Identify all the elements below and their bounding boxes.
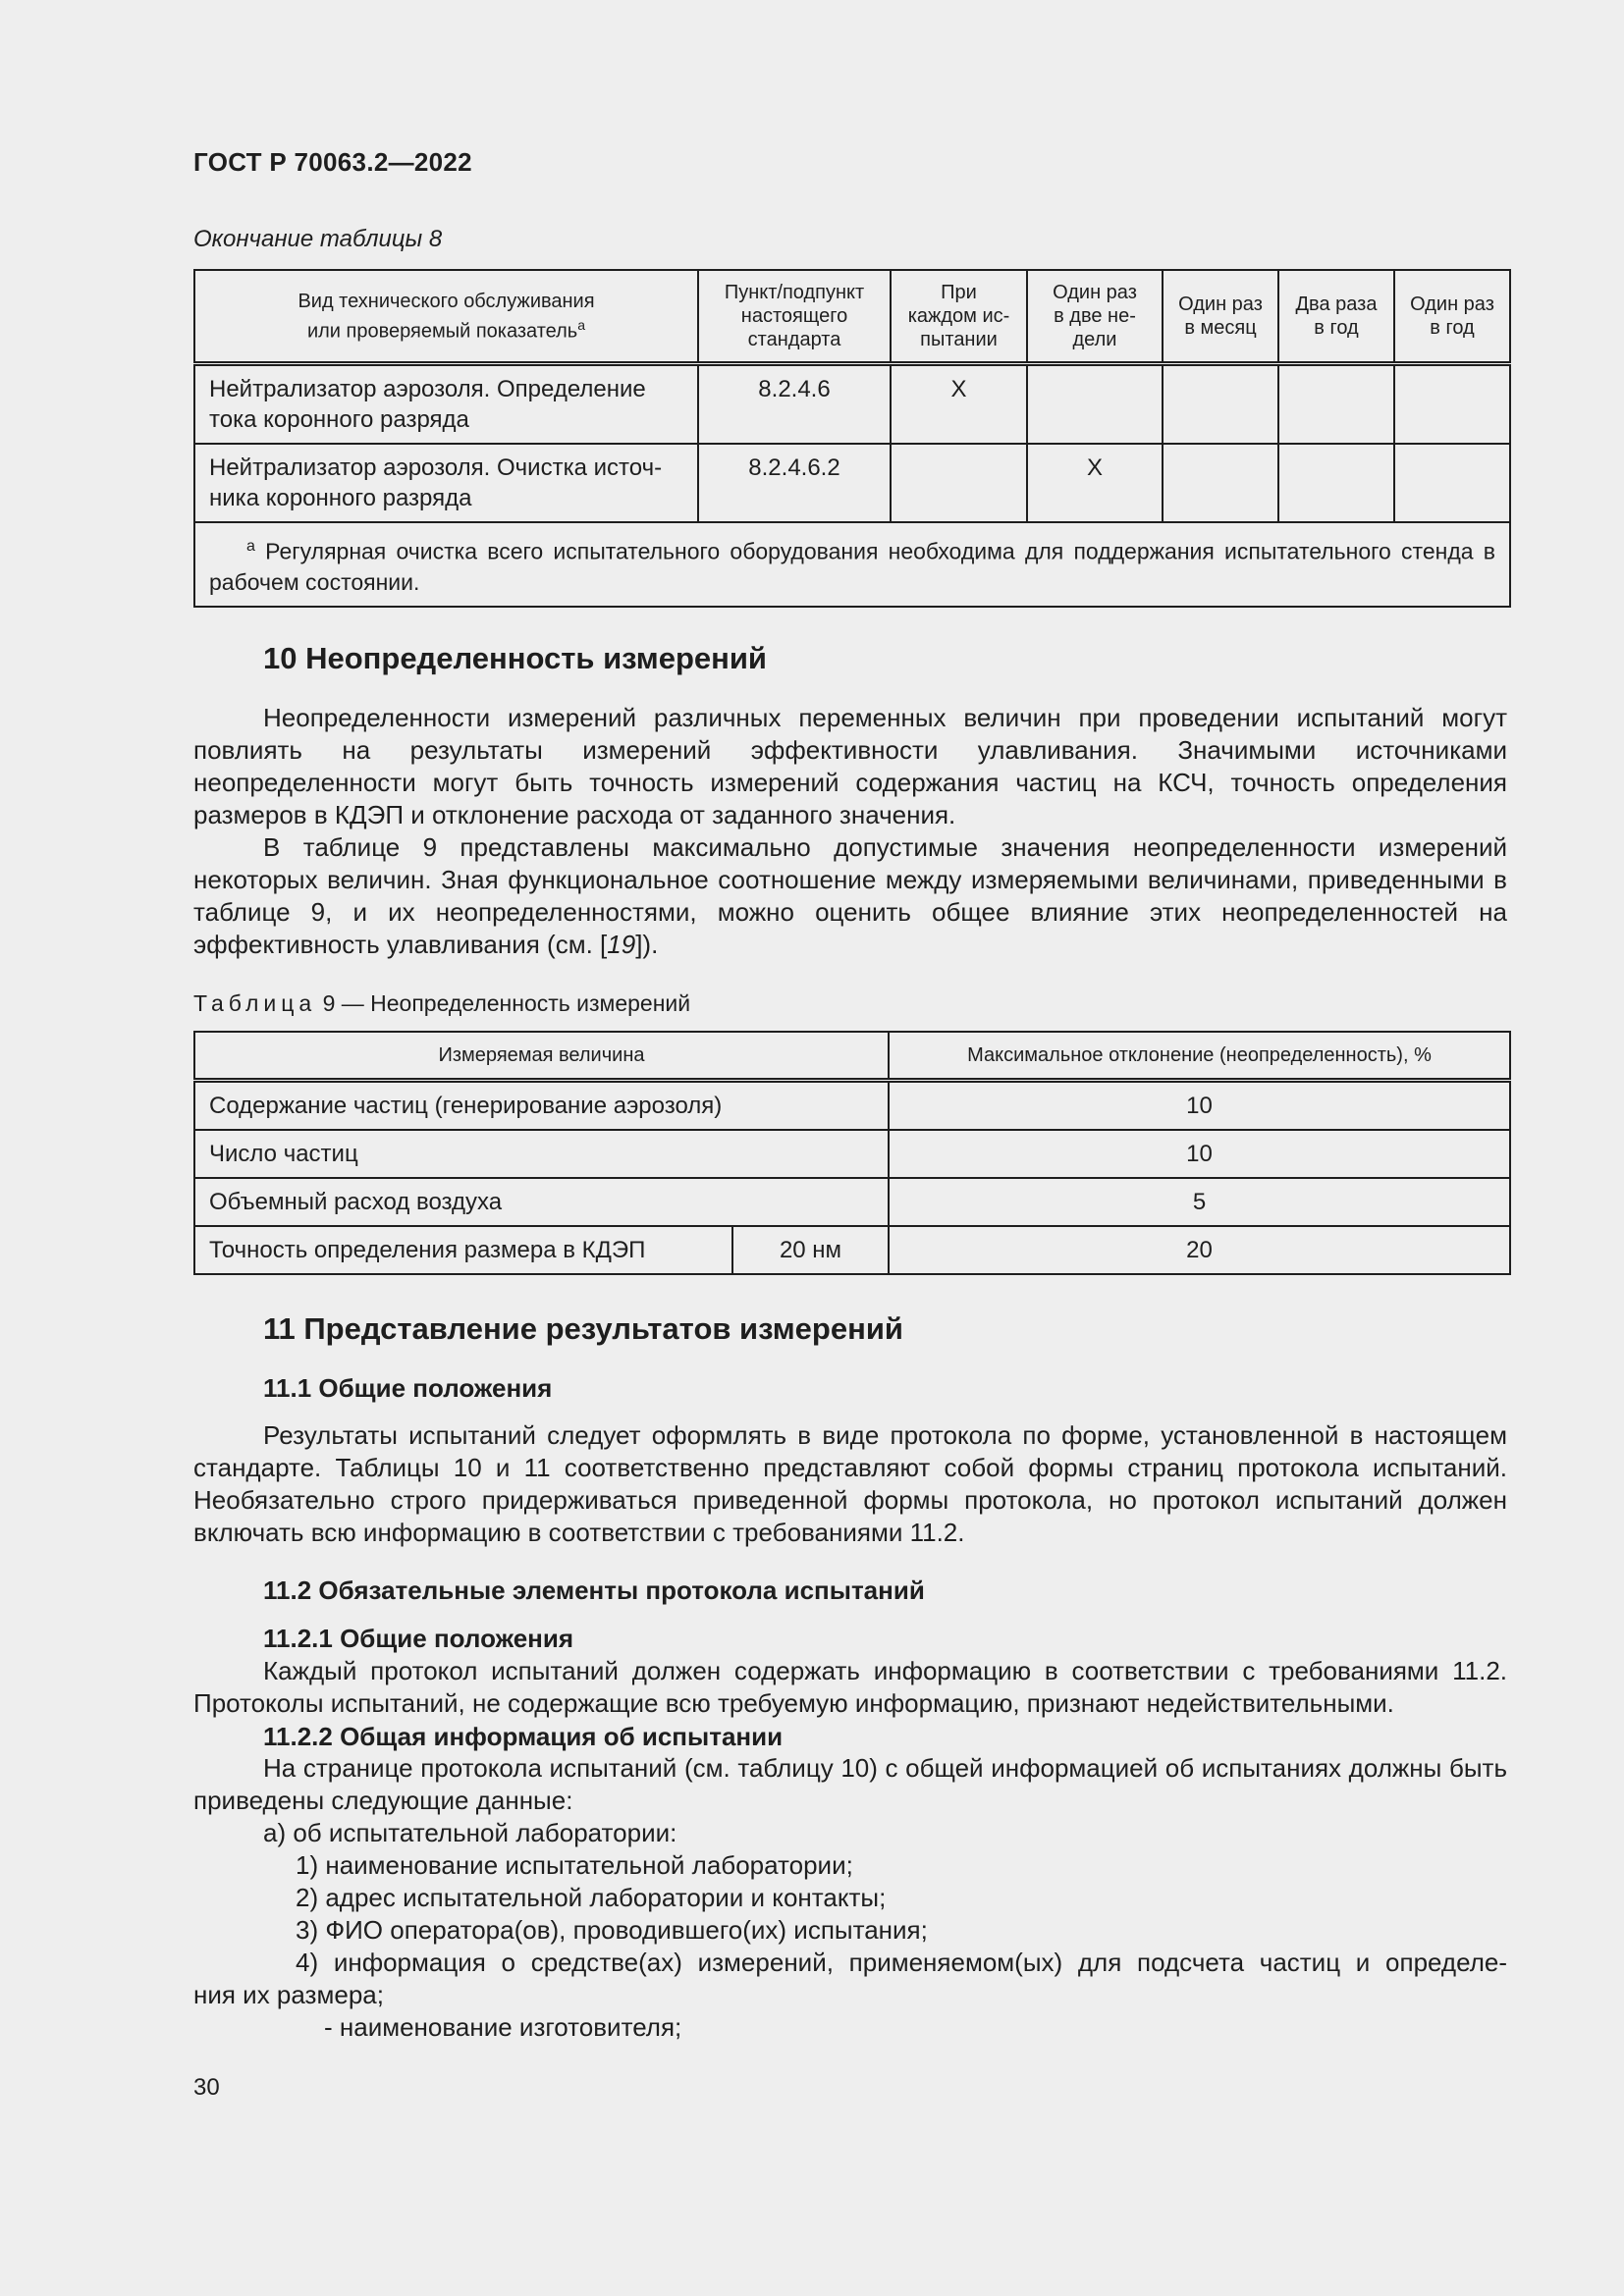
table8-header-cell: При каждом ис- пытании xyxy=(891,270,1027,364)
requirements-list xyxy=(193,1817,1507,2044)
list-subitem: - наименование изготовителя; xyxy=(324,2012,682,2042)
table8-cell-each-test: Х xyxy=(891,364,1027,445)
table8-footnote: $^a$ Регулярная очистка всего испытательного оборудования необходима для поддержания испытательного стенда в рабочем состоянии. xyxy=(194,522,1510,607)
section10-paragraph-2: В таблице 9 представлены максимально допустимые значения неопределенности измерений некоторых величин. Зная функциональное соотношение между измеряемыми величинами, приведенными в таблице 9, и их неопределенностями, можно оценить общее влияние этих неопределенностей на эффективность улавливания (см. [19]). xyxy=(193,832,1507,959)
table9-cell-value: 10 xyxy=(889,1081,1510,1131)
table9-cell-value: 5 xyxy=(889,1178,1510,1226)
table8-header-cell: Два раза в год xyxy=(1278,270,1394,364)
table8-footnote-row xyxy=(194,522,1510,607)
list-item: а) об испытательной лаборатории: xyxy=(263,1818,677,1847)
table8-cell-twice-yearly xyxy=(1278,444,1394,522)
table8-header-cell: Пункт/подпункт настоящего стандарта xyxy=(698,270,891,364)
section11-2-2-title: 11.2.2 Общая информация об испытании xyxy=(263,1722,784,1751)
table9-cell-quantity: Точность определения размера в КДЭП xyxy=(194,1226,732,1274)
table-row xyxy=(194,1081,1510,1131)
table8-header-cell: Вид технического обслуживания или проверяемый показатель$^a$ xyxy=(194,270,698,364)
section11-2-1-title: 11.2.1 Общие положения xyxy=(263,1624,574,1653)
table9-cell-quantity: Объемный расход воздуха xyxy=(194,1178,889,1226)
table8-cell-twice-yearly xyxy=(1278,364,1394,445)
section11-2-2-text: На странице протокола испытаний (см. таблицу 10) с общей информацией об испытаниях должны быть приведены следующие данные: xyxy=(193,1753,1507,1815)
section11-title: 11 Представление результатов измерений xyxy=(263,1311,903,1346)
table-row xyxy=(194,1226,1510,1274)
table8-cell-biweekly: Х xyxy=(1027,444,1163,522)
list-item: 3) ФИО оператора(ов), проводившего(их) испытания; xyxy=(296,1915,928,1945)
list-item: 2) адрес испытательной лаборатории и контакты; xyxy=(296,1883,887,1912)
table8-cell-clause: 8.2.4.6 xyxy=(698,364,891,445)
section11-2-1-text: Каждый протокол испытаний должен содержать информацию в соответствии с требованиями 11.2. Протоколы испытаний, не содержащие всю требуемую информацию, признают недействительными. xyxy=(193,1656,1507,1718)
reference-link: 19 xyxy=(607,930,636,959)
table8-header-cell: Один раз в две не- дели xyxy=(1027,270,1163,364)
section10-text xyxy=(193,702,1507,961)
table9-cell-size: 20 нм xyxy=(732,1226,889,1274)
table9-caption: Таблица 9 — Неопределенность измерений xyxy=(193,990,691,1016)
standard-designation: ГОСТ Р 70063.2—2022 xyxy=(193,147,472,177)
table9-cell-quantity: Содержание частиц (генерирование аэрозоля) xyxy=(194,1081,889,1131)
section10-title: 10 Неопределенность измерений xyxy=(263,641,767,675)
list-item: 4) информация о средстве(ах) измерений, применяемом(ых) для подсчета частиц и определе- xyxy=(296,1948,1507,1977)
section11-2-title: 11.2 Обязательные элементы протокола испытаний xyxy=(263,1575,925,1605)
table8-header-row xyxy=(194,270,1510,364)
table-row xyxy=(194,444,1510,522)
section10-paragraph-1: Неопределенности измерений различных переменных величин при проведении испытаний могут повлиять на результаты измерений эффективности улавливания. Значимыми источниками неопределенности могут быть точность измерений содержания частиц на КСЧ, точность определения размеров в КДЭП и отклонение расхода от заданного значения. xyxy=(193,703,1507,829)
table8-cell-monthly xyxy=(1163,364,1278,445)
table8-cell-clause: 8.2.4.6.2 xyxy=(698,444,891,522)
table9-header-uncertainty: Максимальное отклонение (неопределенность), % xyxy=(889,1032,1510,1081)
table-row xyxy=(194,1178,1510,1226)
table8-cell-monthly xyxy=(1163,444,1278,522)
section11-1-text: Результаты испытаний следует оформлять в виде протокола по форме, установленной в настоящем стандарте. Таблицы 10 и 11 соответственно представляют собой формы страниц протокола испытаний. Необязательно строго придерживаться приведенной формы протокола, но протокол испытаний должен включать всю информацию в соответствии с требованиями 11.2. xyxy=(193,1420,1507,1547)
list-item: 1) наименование испытательной лаборатории; xyxy=(296,1850,853,1880)
table-row xyxy=(194,364,1510,445)
list-item-continuation: ния их размера; xyxy=(193,1980,384,2009)
table-row xyxy=(194,1130,1510,1178)
table9-cell-value: 10 xyxy=(889,1130,1510,1178)
table8-cell-yearly xyxy=(1394,444,1510,522)
table8-cell-biweekly xyxy=(1027,364,1163,445)
table9 xyxy=(193,1031,1511,1275)
table9-cell-quantity: Число частиц xyxy=(194,1130,889,1178)
table8-cell-each-test xyxy=(891,444,1027,522)
table9-header-quantity: Измеряемая величина xyxy=(194,1032,889,1081)
table8-header-cell: Один раз в месяц xyxy=(1163,270,1278,364)
table8-header-cell: Один раз в год xyxy=(1394,270,1510,364)
table8-cell-yearly xyxy=(1394,364,1510,445)
table8-cell-name: Нейтрализатор аэрозоля. Очистка источ- ника коронного разряда xyxy=(194,444,698,522)
page-number: 30 xyxy=(193,2074,220,2101)
table9-cell-value: 20 xyxy=(889,1226,1510,1274)
section11-1-title: 11.1 Общие положения xyxy=(263,1373,553,1403)
table8-caption: Окончание таблицы 8 xyxy=(193,226,443,252)
table8-cell-name: Нейтрализатор аэрозоля. Определение тока коронного разряда xyxy=(194,364,698,445)
table8 xyxy=(193,269,1511,608)
table9-header-row xyxy=(194,1032,1510,1081)
